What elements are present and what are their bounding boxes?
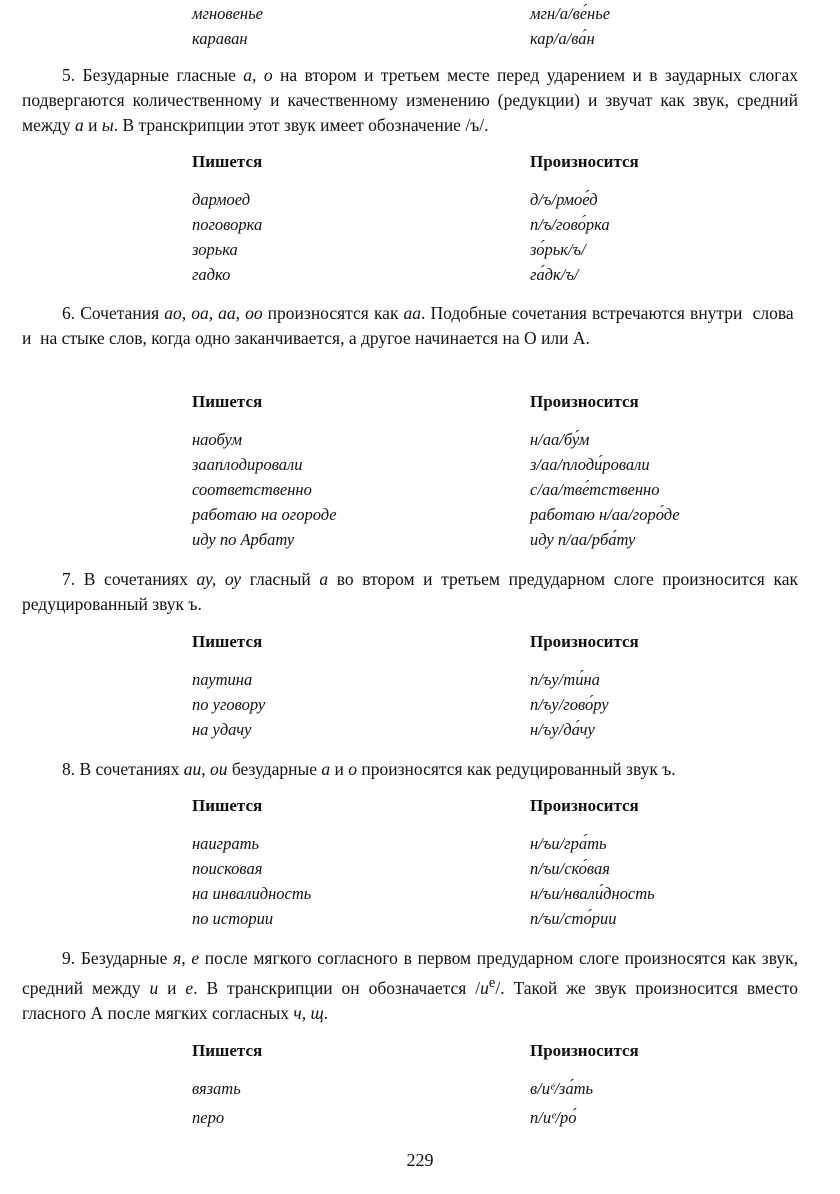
column-header-pronounced: Произносится <box>530 796 639 815</box>
written-word: поговорка <box>192 215 263 234</box>
page-number: 229 <box>406 1150 434 1170</box>
pronounced-word: н/ъи/нвали́дность <box>530 884 655 903</box>
column-header-written: Пишется <box>192 392 263 411</box>
written-word: иду по Арбату <box>192 530 295 549</box>
pronounced-word: иду п/аа/рба́ту <box>530 530 636 549</box>
paragraph-rule-9: 9. Безударные я, е после мягкого согласного в первом предударном слоге произносятся как звук, средний между и и е. В транскрипции он обозначается $/и^е/$. Такой же звук произносится вместо гласного А после мягких согласных ч, щ. <box>22 948 799 1023</box>
pronounced-word: п/ъу/гово́ру <box>530 695 609 714</box>
pronounced-word: зо́рьк/ъ/ <box>530 240 586 259</box>
written-word: по уговору <box>192 695 266 714</box>
pronounced-word: п/ъ/гово́рка <box>530 215 610 234</box>
paragraph-rule-7: 7. В сочетаниях ау, оу гласный а во втором и третьем предударном слоге произносится как редуцированный звук ъ. <box>22 569 798 614</box>
written-word: зааплодировали <box>192 455 303 474</box>
written-word: по истории <box>192 909 274 928</box>
pronounced-word: п/ъи/ско́вая <box>530 859 610 878</box>
column-header-pronounced: Произносится <box>530 1041 639 1060</box>
written-word: дармоед <box>192 190 251 209</box>
pronounced-word: п/ъу/ти́на <box>530 670 600 689</box>
written-word: караван <box>192 29 248 48</box>
paragraph-rule-6: 6. Сочетания ао, оа, аа, оо произносятся как аа. Подобные сочетания встречаются внутри слова и на стыке слов, когда одно заканчивается, а другое начинается на О или А. <box>22 303 798 348</box>
written-word: на инвалидность <box>192 884 312 903</box>
column-header-written: Пишется <box>192 1041 263 1060</box>
pronounced-word: н/аа/бу́м <box>530 430 590 449</box>
written-word: паутина <box>192 670 253 689</box>
written-word: наиграть <box>192 834 260 853</box>
column-header-pronounced: Произносится <box>530 392 639 411</box>
pronounced-word: с/аа/тве́тственно <box>530 480 660 499</box>
paragraph-rule-5: 5. Безударные гласные а, о на втором и третьем месте перед ударением и в заударных слогах подвергаются количественному и качественному изменению (редукции) и звучат как звук, средний между а и ы. В транскрипции этот звук имеет обозначение /ъ/. <box>22 65 799 135</box>
pronounced-word: н/ъу/да́чу <box>530 720 595 739</box>
pronounced-word: н/ъи/гра́ть <box>530 834 607 853</box>
pronounced-word: д/ъ/рмое́д <box>530 190 598 209</box>
pronounced-word: п/ъи/сто́рии <box>530 909 617 928</box>
written-word: зорька <box>192 240 238 259</box>
written-word: вязать <box>192 1079 241 1098</box>
pronounced-word: кар/а/ва́н <box>530 29 595 48</box>
written-word: работаю на огороде <box>192 505 337 524</box>
column-header-pronounced: Произносится <box>530 152 639 171</box>
written-word: соответственно <box>192 480 312 499</box>
column-header-pronounced: Произносится <box>530 632 639 651</box>
written-word: на удачу <box>192 720 252 739</box>
written-word: перо <box>192 1108 225 1127</box>
column-header-written: Пишется <box>192 152 263 171</box>
written-word: наобум <box>192 430 242 449</box>
column-header-written: Пишется <box>192 632 263 651</box>
written-word: мгновенье <box>192 4 263 23</box>
pronounced-word: га́дк/ъ/ <box>530 265 579 284</box>
pronounced-word: з/аа/плоди́ровали <box>530 455 650 474</box>
pronounced-word: мгн/а/ве́нье <box>530 4 611 23</box>
pronounced-word: п/иᵉ/ро́ <box>530 1108 577 1127</box>
written-word: поисковая <box>192 859 263 878</box>
pronounced-word: работаю н/аа/горо́де <box>530 505 680 524</box>
written-word: гадко <box>192 265 231 284</box>
column-header-written: Пишется <box>192 796 263 815</box>
paragraph-rule-8: 8. В сочетаниях аи, ои безударные а и о произносятся как редуцированный звук ъ. <box>62 759 676 779</box>
pronounced-word: в/иᵉ/за́ть <box>530 1079 594 1098</box>
